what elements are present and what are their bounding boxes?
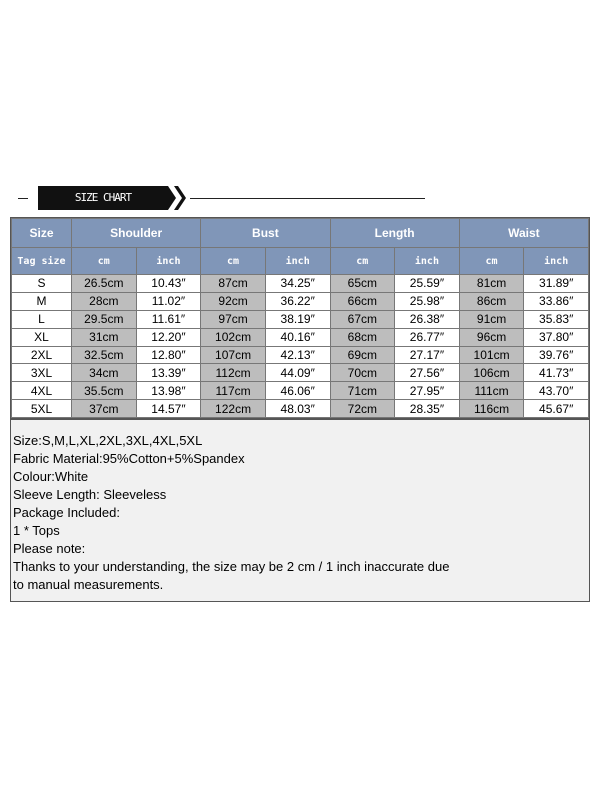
header-shoulder: Shoulder <box>72 219 201 248</box>
bust-cm-cell: 107cm <box>201 346 266 364</box>
length-cm-cell: 65cm <box>330 275 395 293</box>
size-chart-banner <box>10 186 430 210</box>
waist-inch-cell: 35.83″ <box>524 310 589 328</box>
bust-cm-cell: 122cm <box>201 400 266 418</box>
subheader-inch: inch <box>524 248 589 275</box>
shoulder-cm-cell: 34cm <box>72 364 137 382</box>
waist-inch-cell: 43.70″ <box>524 382 589 400</box>
shoulder-cm-cell: 26.5cm <box>72 275 137 293</box>
table-row <box>12 400 589 418</box>
waist-cm-cell: 101cm <box>459 346 524 364</box>
waist-cm-cell: 86cm <box>459 292 524 310</box>
note-line: Fabric Material:95%Cotton+5%Spandex <box>13 451 245 466</box>
bust-cm-cell: 92cm <box>201 292 266 310</box>
waist-cm-cell: 106cm <box>459 364 524 382</box>
bust-cm-cell: 97cm <box>201 310 266 328</box>
shoulder-inch-cell: 14.57″ <box>136 400 201 418</box>
shoulder-cm-cell: 28cm <box>72 292 137 310</box>
length-cm-cell: 66cm <box>330 292 395 310</box>
note-line: Sleeve Length: Sleeveless <box>13 487 167 502</box>
banner-rule-right <box>190 198 425 199</box>
shoulder-cm-cell: 35.5cm <box>72 382 137 400</box>
waist-inch-cell: 39.76″ <box>524 346 589 364</box>
bust-inch-cell: 40.16″ <box>265 328 330 346</box>
waist-inch-cell: 31.89″ <box>524 275 589 293</box>
note-line: Thanks to your understanding, the size may be 2 cm / 1 inch inaccurate due <box>13 559 450 574</box>
product-notes <box>10 419 590 602</box>
length-cm-cell: 70cm <box>330 364 395 382</box>
bust-inch-cell: 38.19″ <box>265 310 330 328</box>
shoulder-inch-cell: 13.98″ <box>136 382 201 400</box>
size-cell: 3XL <box>12 364 72 382</box>
length-cm-cell: 72cm <box>330 400 395 418</box>
header-waist: Waist <box>459 219 588 248</box>
subheader-cm: cm <box>459 248 524 275</box>
waist-inch-cell: 33.86″ <box>524 292 589 310</box>
size-cell: L <box>12 310 72 328</box>
bust-cm-cell: 87cm <box>201 275 266 293</box>
table-row <box>12 275 589 293</box>
subheader-tag-size: Tag size <box>12 248 72 275</box>
waist-inch-cell: 41.73″ <box>524 364 589 382</box>
bust-inch-cell: 48.03″ <box>265 400 330 418</box>
table-row <box>12 310 589 328</box>
banner-title: SIZE CHART <box>74 191 132 204</box>
bust-cm-cell: 117cm <box>201 382 266 400</box>
banner-rule-left <box>18 198 28 199</box>
size-cell: 5XL <box>12 400 72 418</box>
table-row <box>12 292 589 310</box>
length-inch-cell: 27.17″ <box>395 346 460 364</box>
shoulder-inch-cell: 11.02″ <box>136 292 201 310</box>
bust-inch-cell: 44.09″ <box>265 364 330 382</box>
header-length: Length <box>330 219 459 248</box>
bust-inch-cell: 36.22″ <box>265 292 330 310</box>
size-cell: S <box>12 275 72 293</box>
bust-cm-cell: 112cm <box>201 364 266 382</box>
note-line: 1 * Tops <box>13 523 60 538</box>
length-inch-cell: 25.59″ <box>395 275 460 293</box>
shoulder-cm-cell: 32.5cm <box>72 346 137 364</box>
size-table <box>10 217 590 419</box>
table-row <box>12 328 589 346</box>
table-row <box>12 364 589 382</box>
subheader-cm: cm <box>201 248 266 275</box>
waist-cm-cell: 96cm <box>459 328 524 346</box>
length-inch-cell: 26.38″ <box>395 310 460 328</box>
shoulder-inch-cell: 10.43″ <box>136 275 201 293</box>
length-inch-cell: 26.77″ <box>395 328 460 346</box>
shoulder-cm-cell: 37cm <box>72 400 137 418</box>
note-line: Size:S,M,L,XL,2XL,3XL,4XL,5XL <box>13 433 203 448</box>
waist-cm-cell: 91cm <box>459 310 524 328</box>
bust-inch-cell: 42.13″ <box>265 346 330 364</box>
shoulder-inch-cell: 13.39″ <box>136 364 201 382</box>
subheader-cm: cm <box>330 248 395 275</box>
subheader-inch: inch <box>136 248 201 275</box>
length-inch-cell: 27.95″ <box>395 382 460 400</box>
length-cm-cell: 71cm <box>330 382 395 400</box>
waist-cm-cell: 81cm <box>459 275 524 293</box>
subheader-inch: inch <box>395 248 460 275</box>
shoulder-cm-cell: 31cm <box>72 328 137 346</box>
bust-inch-cell: 34.25″ <box>265 275 330 293</box>
size-cell: M <box>12 292 72 310</box>
header-size: Size <box>12 219 72 248</box>
length-cm-cell: 69cm <box>330 346 395 364</box>
subheader-inch: inch <box>265 248 330 275</box>
table-row <box>12 382 589 400</box>
waist-cm-cell: 111cm <box>459 382 524 400</box>
length-cm-cell: 67cm <box>330 310 395 328</box>
length-inch-cell: 27.56″ <box>395 364 460 382</box>
subheader-cm: cm <box>72 248 137 275</box>
shoulder-inch-cell: 12.80″ <box>136 346 201 364</box>
group-header-row <box>12 219 589 248</box>
note-line: Colour:White <box>13 469 89 484</box>
bust-cm-cell: 102cm <box>201 328 266 346</box>
sub-header-row <box>12 248 589 275</box>
table-row <box>12 346 589 364</box>
waist-inch-cell: 45.67″ <box>524 400 589 418</box>
size-cell: XL <box>12 328 72 346</box>
note-line: Please note: <box>13 541 86 556</box>
length-inch-cell: 28.35″ <box>395 400 460 418</box>
waist-inch-cell: 37.80″ <box>524 328 589 346</box>
length-cm-cell: 68cm <box>330 328 395 346</box>
size-cell: 2XL <box>12 346 72 364</box>
length-inch-cell: 25.98″ <box>395 292 460 310</box>
bust-inch-cell: 46.06″ <box>265 382 330 400</box>
banner-tag <box>38 186 188 210</box>
shoulder-cm-cell: 29.5cm <box>72 310 137 328</box>
header-bust: Bust <box>201 219 330 248</box>
note-line: Package Included: <box>13 505 120 520</box>
shoulder-inch-cell: 11.61″ <box>136 310 201 328</box>
waist-cm-cell: 116cm <box>459 400 524 418</box>
shoulder-inch-cell: 12.20″ <box>136 328 201 346</box>
note-line: to manual measurements. <box>13 577 164 592</box>
size-cell: 4XL <box>12 382 72 400</box>
